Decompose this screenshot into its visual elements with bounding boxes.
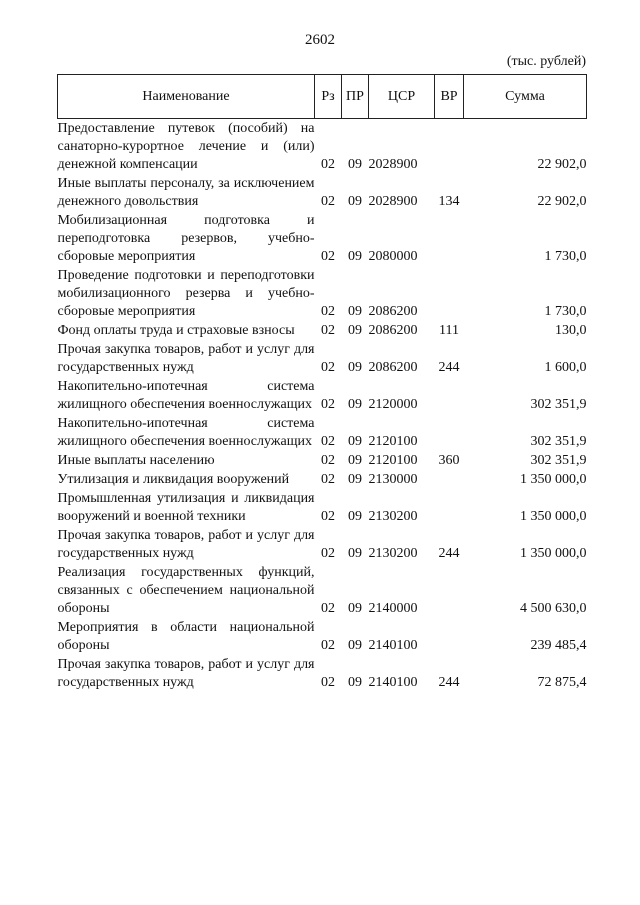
row-rz: 02 (321, 360, 335, 375)
row-vr (435, 470, 464, 489)
row-vr: 244 (438, 360, 460, 375)
row-rz: 02 (321, 675, 335, 690)
row-rz: 02 (321, 323, 335, 338)
row-vr (435, 414, 464, 451)
table-row (58, 451, 587, 470)
header-name: Наименование (58, 75, 315, 119)
row-vr: 111 (439, 323, 459, 338)
row-sum: 72 875,4 (537, 675, 587, 690)
row-vr: 244 (438, 675, 460, 690)
table-row (58, 377, 587, 414)
row-pr: 09 (348, 157, 362, 172)
row-rz: 02 (321, 304, 335, 319)
row-name: Иные выплаты персоналу, за исключением денежного довольствия (57, 176, 315, 209)
row-vr (435, 119, 464, 175)
row-csr: 2130200 (368, 509, 418, 524)
row-name: Реализация государственных функций, связанных с обеспечением национальной обороны (57, 565, 315, 616)
table-row (58, 618, 587, 655)
row-csr: 2086200 (368, 304, 418, 319)
row-name: Фонд оплаты труда и страховые взносы (57, 323, 295, 338)
row-rz: 02 (321, 249, 335, 264)
row-pr: 09 (348, 360, 362, 375)
table-row (58, 119, 587, 175)
row-sum: 302 351,9 (530, 453, 587, 468)
table-row (58, 266, 587, 321)
table-row (58, 340, 587, 377)
row-csr: 2028900 (368, 157, 418, 172)
row-vr (435, 377, 464, 414)
table-row (58, 470, 587, 489)
row-sum: 239 485,4 (530, 638, 587, 653)
table-row (58, 489, 587, 526)
row-pr: 09 (348, 509, 362, 524)
row-csr: 2120000 (368, 397, 418, 412)
table-row (58, 321, 587, 340)
table-header-row (58, 75, 587, 119)
row-name: Проведение подготовки и переподготовки мобилизационного резерва и учебно-сборовые мероприятия (57, 268, 315, 319)
table-row (58, 414, 587, 451)
row-csr: 2140000 (368, 601, 418, 616)
row-pr: 09 (348, 675, 362, 690)
row-sum: 1 350 000,0 (520, 546, 587, 561)
row-name: Утилизация и ликвидация вооружений (57, 472, 290, 487)
row-name: Прочая закупка товаров, работ и услуг для государственных нужд (57, 657, 315, 690)
header-vr: ВР (435, 75, 464, 119)
row-rz: 02 (321, 194, 335, 209)
row-pr: 09 (348, 638, 362, 653)
header-csr: ЦСР (369, 75, 435, 119)
row-name: Предоставление путевок (пособий) на санаторно-курортное лечение и (или) денежной компенсации (57, 121, 315, 172)
row-rz: 02 (321, 601, 335, 616)
units-note: (тыс. рублей) (506, 54, 586, 69)
row-name: Прочая закупка товаров, работ и услуг для государственных нужд (57, 342, 315, 375)
table-row (58, 655, 587, 692)
row-sum: 1 350 000,0 (520, 472, 587, 487)
row-pr: 09 (348, 434, 362, 449)
row-csr: 2140100 (368, 638, 418, 653)
row-name: Мероприятия в области национальной обороны (57, 620, 315, 653)
row-vr: 360 (438, 453, 460, 468)
row-sum: 1 600,0 (544, 360, 587, 375)
header-sum: Сумма (464, 75, 587, 119)
row-vr: 134 (438, 194, 460, 209)
row-csr: 2120100 (368, 453, 418, 468)
row-rz: 02 (321, 638, 335, 653)
row-pr: 09 (348, 249, 362, 264)
row-name: Иные выплаты населению (57, 453, 215, 468)
page-number: 2602 (305, 32, 335, 48)
row-rz: 02 (321, 397, 335, 412)
row-csr: 2028900 (368, 194, 418, 209)
row-csr: 2120100 (368, 434, 418, 449)
row-pr: 09 (348, 397, 362, 412)
row-pr: 09 (348, 194, 362, 209)
row-sum: 130,0 (555, 323, 587, 338)
row-pr: 09 (348, 472, 362, 487)
row-pr: 09 (348, 546, 362, 561)
row-name: Прочая закупка товаров, работ и услуг для государственных нужд (57, 528, 315, 561)
row-pr: 09 (348, 323, 362, 338)
row-vr (435, 211, 464, 266)
row-rz: 02 (321, 453, 335, 468)
row-csr: 2130200 (368, 546, 418, 561)
row-rz: 02 (321, 509, 335, 524)
row-sum: 1 730,0 (544, 304, 587, 319)
row-pr: 09 (348, 601, 362, 616)
row-name: Промышленная утилизация и ликвидация вооружений и военной техники (57, 491, 315, 524)
row-rz: 02 (321, 546, 335, 561)
row-rz: 02 (321, 472, 335, 487)
header-rz: Рз (315, 75, 342, 119)
row-rz: 02 (321, 157, 335, 172)
row-sum: 1 730,0 (544, 249, 587, 264)
row-csr: 2080000 (368, 249, 418, 264)
row-name: Накопительно-ипотечная система жилищного обеспечения военнослужащих (57, 379, 315, 412)
table-row (58, 174, 587, 211)
row-sum: 22 902,0 (537, 157, 587, 172)
row-vr (435, 563, 464, 618)
row-csr: 2130000 (368, 472, 418, 487)
row-sum: 22 902,0 (537, 194, 587, 209)
row-vr (435, 618, 464, 655)
row-sum: 302 351,9 (530, 434, 587, 449)
row-vr (435, 489, 464, 526)
header-pr: ПР (342, 75, 369, 119)
row-csr: 2086200 (368, 323, 418, 338)
row-vr: 244 (438, 546, 460, 561)
row-name: Мобилизационная подготовка и переподготовка резервов, учебно-сборовые мероприятия (57, 213, 315, 264)
row-vr (435, 266, 464, 321)
row-sum: 302 351,9 (530, 397, 587, 412)
table-row (58, 211, 587, 266)
row-pr: 09 (348, 453, 362, 468)
budget-table (57, 74, 587, 692)
row-sum: 4 500 630,0 (520, 601, 587, 616)
table-row (58, 563, 587, 618)
row-rz: 02 (321, 434, 335, 449)
row-csr: 2140100 (368, 675, 418, 690)
table-row (58, 526, 587, 563)
row-sum: 1 350 000,0 (520, 509, 587, 524)
row-csr: 2086200 (368, 360, 418, 375)
row-name: Накопительно-ипотечная система жилищного обеспечения военнослужащих (57, 416, 315, 449)
row-pr: 09 (348, 304, 362, 319)
